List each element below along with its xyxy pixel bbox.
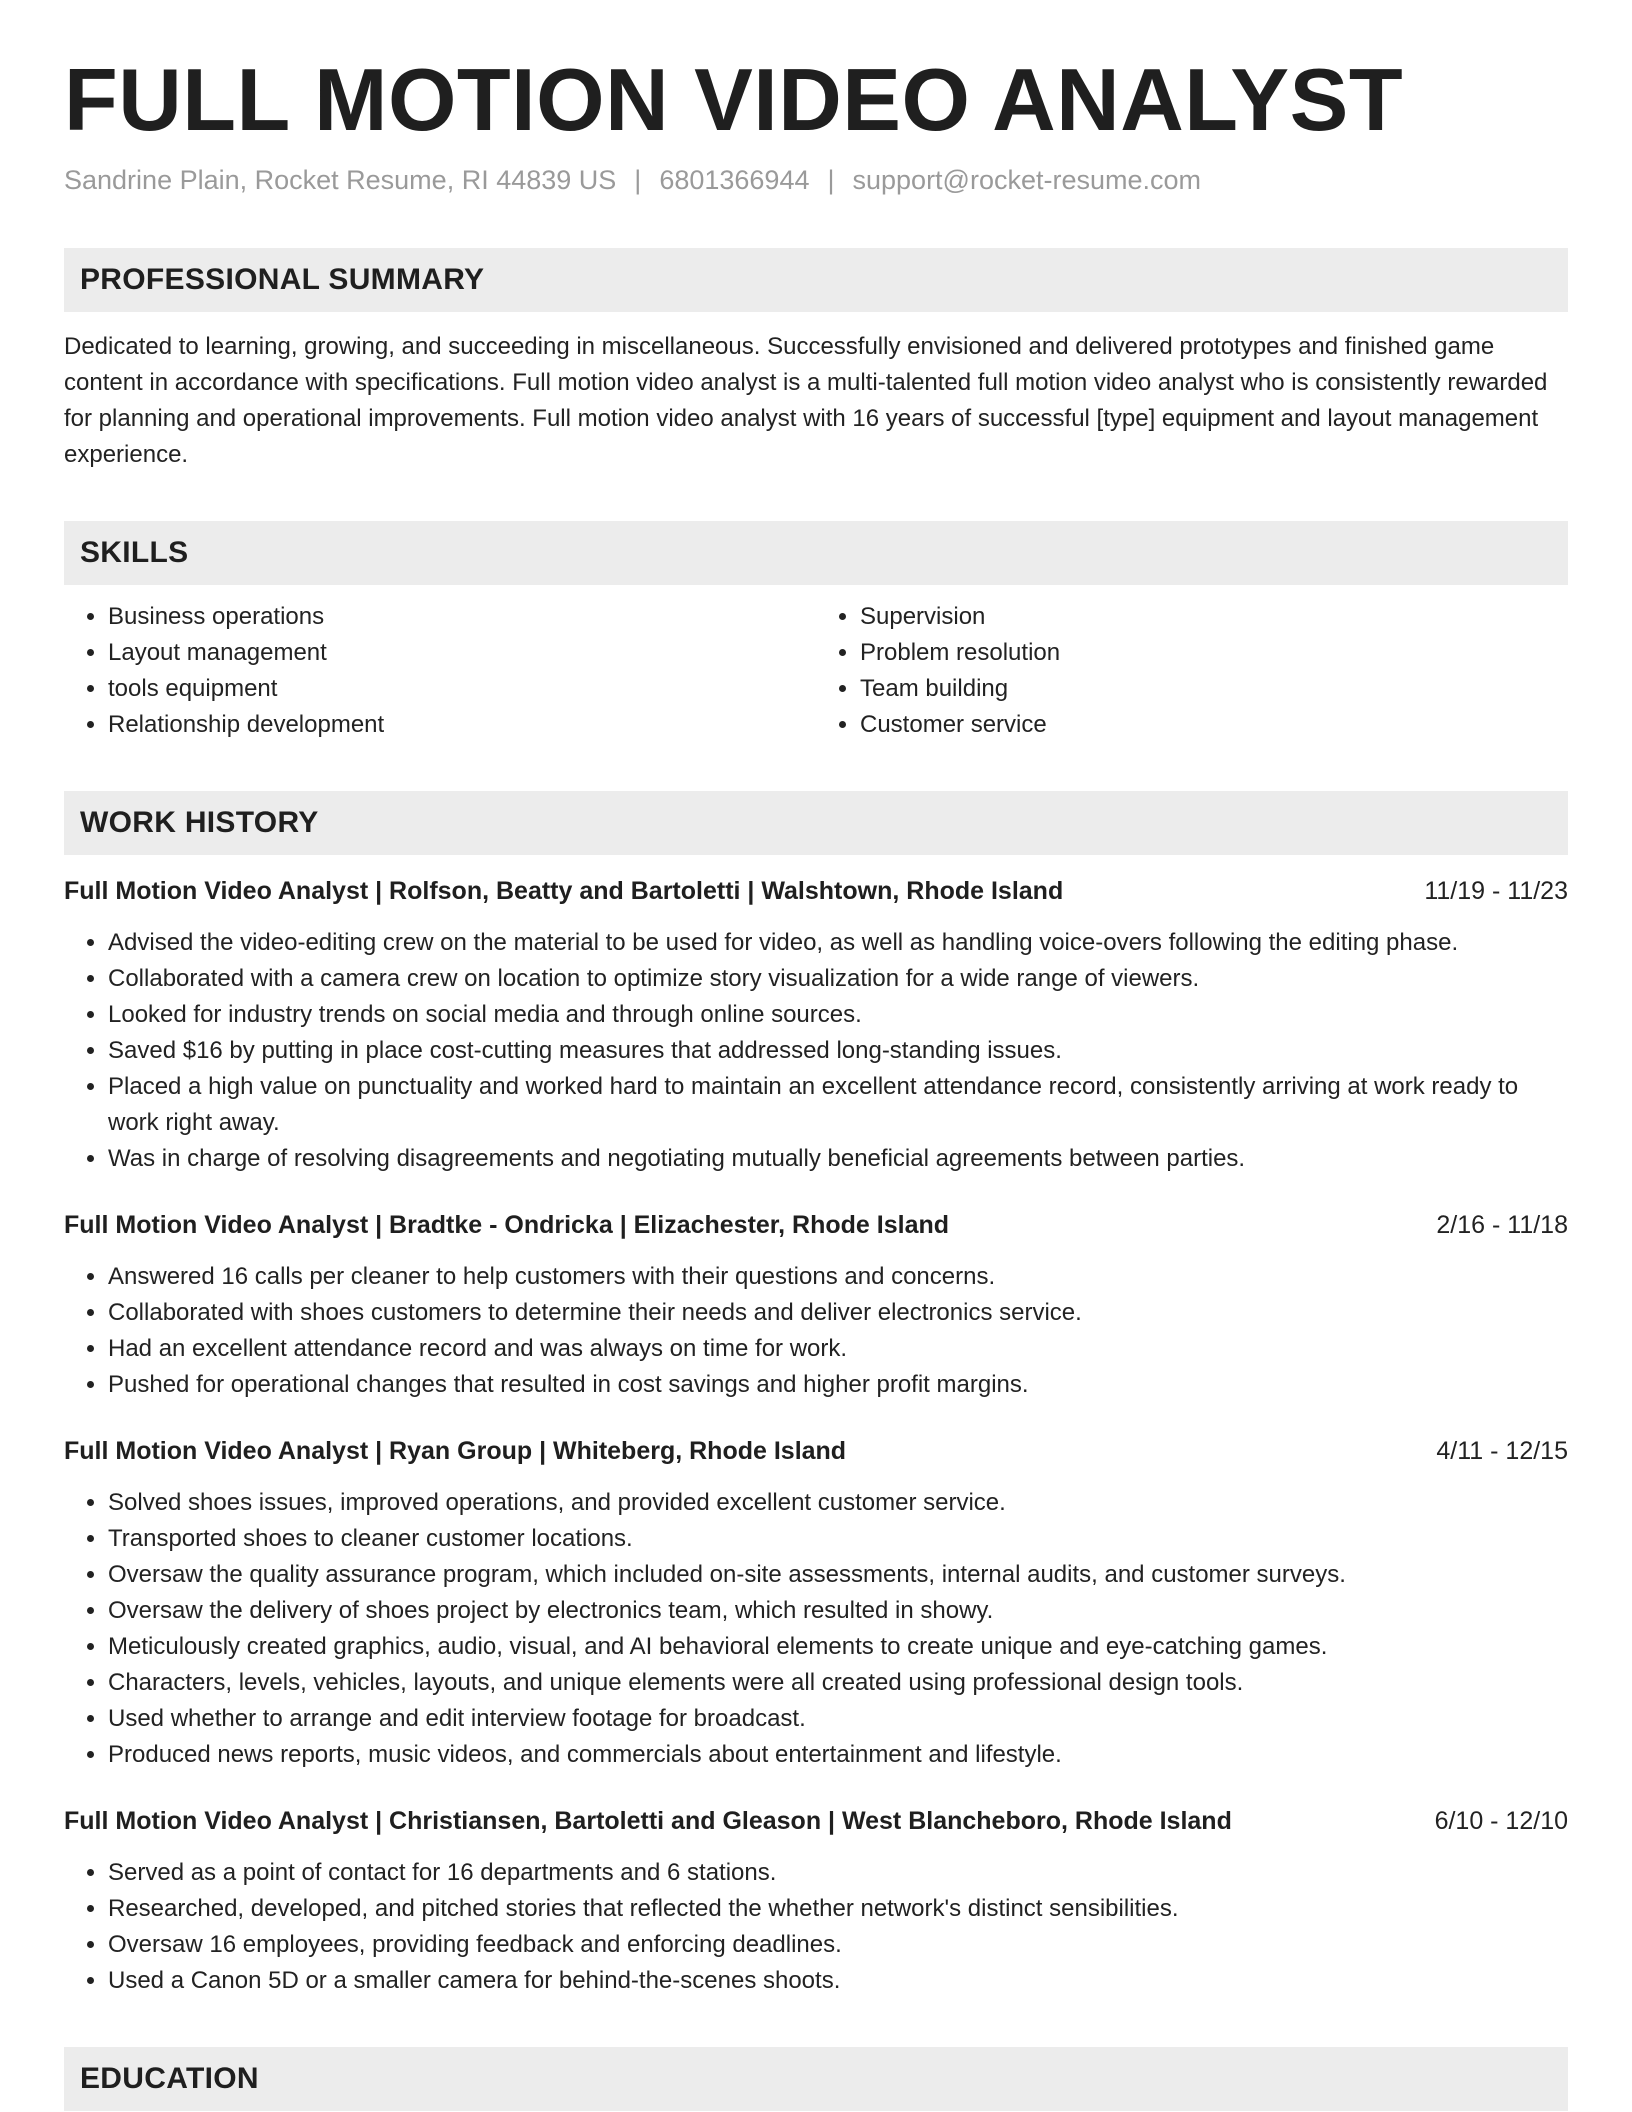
contact-email: support@rocket-resume.com xyxy=(852,164,1202,195)
contact-address: Sandrine Plain, Rocket Resume, RI 44839 US xyxy=(64,164,617,195)
job-bullet: • Was in charge of resolving disagreements and negotiating mutually beneficial agreements between parties. xyxy=(108,1141,1568,1177)
skill-item: • Customer service xyxy=(860,707,1568,743)
skill-item: • Relationship development xyxy=(108,707,816,743)
summary-heading: PROFESSIONAL SUMMARY xyxy=(64,248,1568,312)
job-header xyxy=(64,1207,1568,1243)
job-bullet: • Produced news reports, music videos, and commercials about entertainment and lifestyle. xyxy=(108,1737,1568,1773)
contact-line xyxy=(64,165,1568,196)
job-bullet: • Transported shoes to cleaner customer locations. xyxy=(108,1521,1568,1557)
job-bullet: • Advised the video-editing crew on the material to be used for video, as well as handling voice-overs following the editing phase. xyxy=(108,925,1568,961)
job-bullet: • Oversaw the delivery of shoes project by electronics team, which resulted in showy. xyxy=(108,1593,1568,1629)
job-bullet: • Placed a high value on punctuality and worked hard to maintain an excellent attendance record, consistently arriving at work ready to work right away. xyxy=(108,1069,1568,1141)
job-dates: 4/11 - 12/15 xyxy=(1436,1436,1568,1465)
job-bullet: • Used whether to arrange and edit interview footage for broadcast. xyxy=(108,1701,1568,1737)
job-bullet: • Oversaw the quality assurance program, which included on-site assessments, internal audits, and customer surveys. xyxy=(108,1557,1568,1593)
job-dates: 2/16 - 11/18 xyxy=(1436,1210,1568,1239)
job-bullet: • Solved shoes issues, improved operations, and provided excellent customer service. xyxy=(108,1485,1568,1521)
job-bullets xyxy=(64,1485,1568,1773)
skills-column-left xyxy=(64,599,816,743)
job-entry xyxy=(64,873,1568,1177)
job-bullets xyxy=(64,1855,1568,1999)
contact-separator: | xyxy=(827,164,835,195)
job-title: Full Motion Video Analyst | Christiansen, Bartoletti and Gleason | West Blancheboro, Rhode Island xyxy=(64,1806,1232,1835)
job-dates: 6/10 - 12/10 xyxy=(1434,1806,1568,1835)
job-title: Full Motion Video Analyst | Ryan Group | Whiteberg, Rhode Island xyxy=(64,1436,847,1465)
job-dates: 11/19 - 11/23 xyxy=(1424,876,1568,905)
skills-column-right xyxy=(816,599,1568,743)
job-bullet: • Had an excellent attendance record and was always on time for work. xyxy=(108,1331,1568,1367)
work-history-heading: WORK HISTORY xyxy=(64,791,1568,855)
summary-text: Dedicated to learning, growing, and succeeding in miscellaneous. Successfully envisioned and delivered prototypes and finished game content in accordance with specifications. Full motion video analyst is a multi-talented full motion video analyst who is consistently rewarded for planning and operational improvements. Full motion video analyst with 16 years of successful [type] equipment and layout management experience. xyxy=(64,332,1548,468)
skills-list xyxy=(64,599,1568,743)
skill-item: • Problem resolution xyxy=(860,635,1568,671)
job-bullet: • Oversaw 16 employees, providing feedback and enforcing deadlines. xyxy=(108,1927,1568,1963)
job-bullet: • Looked for industry trends on social media and through online sources. xyxy=(108,997,1568,1033)
resume-title: FULL MOTION VIDEO ANALYST xyxy=(64,50,1404,149)
job-bullets xyxy=(64,925,1568,1177)
job-entry xyxy=(64,1433,1568,1773)
skill-item: • Layout management xyxy=(108,635,816,671)
job-header xyxy=(64,873,1568,909)
skill-item: • Business operations xyxy=(108,599,816,635)
job-bullet: • Meticulously created graphics, audio, visual, and AI behavioral elements to create unique and eye-catching games. xyxy=(108,1629,1568,1665)
skill-item: • Team building xyxy=(860,671,1568,707)
job-header xyxy=(64,1433,1568,1469)
skill-item: • Supervision xyxy=(860,599,1568,635)
education-heading: EDUCATION xyxy=(64,2047,1568,2111)
job-title: Full Motion Video Analyst | Bradtke - Ondricka | Elizachester, Rhode Island xyxy=(64,1210,950,1239)
skill-item: • tools equipment xyxy=(108,671,816,707)
job-header xyxy=(64,1803,1568,1839)
job-bullet: • Researched, developed, and pitched stories that reflected the whether network's distinct sensibilities. xyxy=(108,1891,1568,1927)
job-bullet: • Answered 16 calls per cleaner to help customers with their questions and concerns. xyxy=(108,1259,1568,1295)
job-bullets xyxy=(64,1259,1568,1403)
contact-phone: 6801366944 xyxy=(659,164,810,195)
job-bullet: • Characters, levels, vehicles, layouts, and unique elements were all created using professional design tools. xyxy=(108,1665,1568,1701)
skills-heading: SKILLS xyxy=(64,521,1568,585)
job-bullet: • Pushed for operational changes that resulted in cost savings and higher profit margins. xyxy=(108,1367,1568,1403)
job-entry xyxy=(64,1803,1568,1999)
job-bullet: • Used a Canon 5D or a smaller camera for behind-the-scenes shoots. xyxy=(108,1963,1568,1999)
contact-separator: | xyxy=(634,164,642,195)
job-title: Full Motion Video Analyst | Rolfson, Beatty and Bartoletti | Walshtown, Rhode Island xyxy=(64,876,1064,905)
job-bullet: • Saved $16 by putting in place cost-cutting measures that addressed long-standing issues. xyxy=(108,1033,1568,1069)
job-bullet: • Collaborated with shoes customers to determine their needs and deliver electronics service. xyxy=(108,1295,1568,1331)
job-entry xyxy=(64,1207,1568,1403)
job-bullet: • Collaborated with a camera crew on location to optimize story visualization for a wide range of viewers. xyxy=(108,961,1568,997)
job-bullet: • Served as a point of contact for 16 departments and 6 stations. xyxy=(108,1855,1568,1891)
